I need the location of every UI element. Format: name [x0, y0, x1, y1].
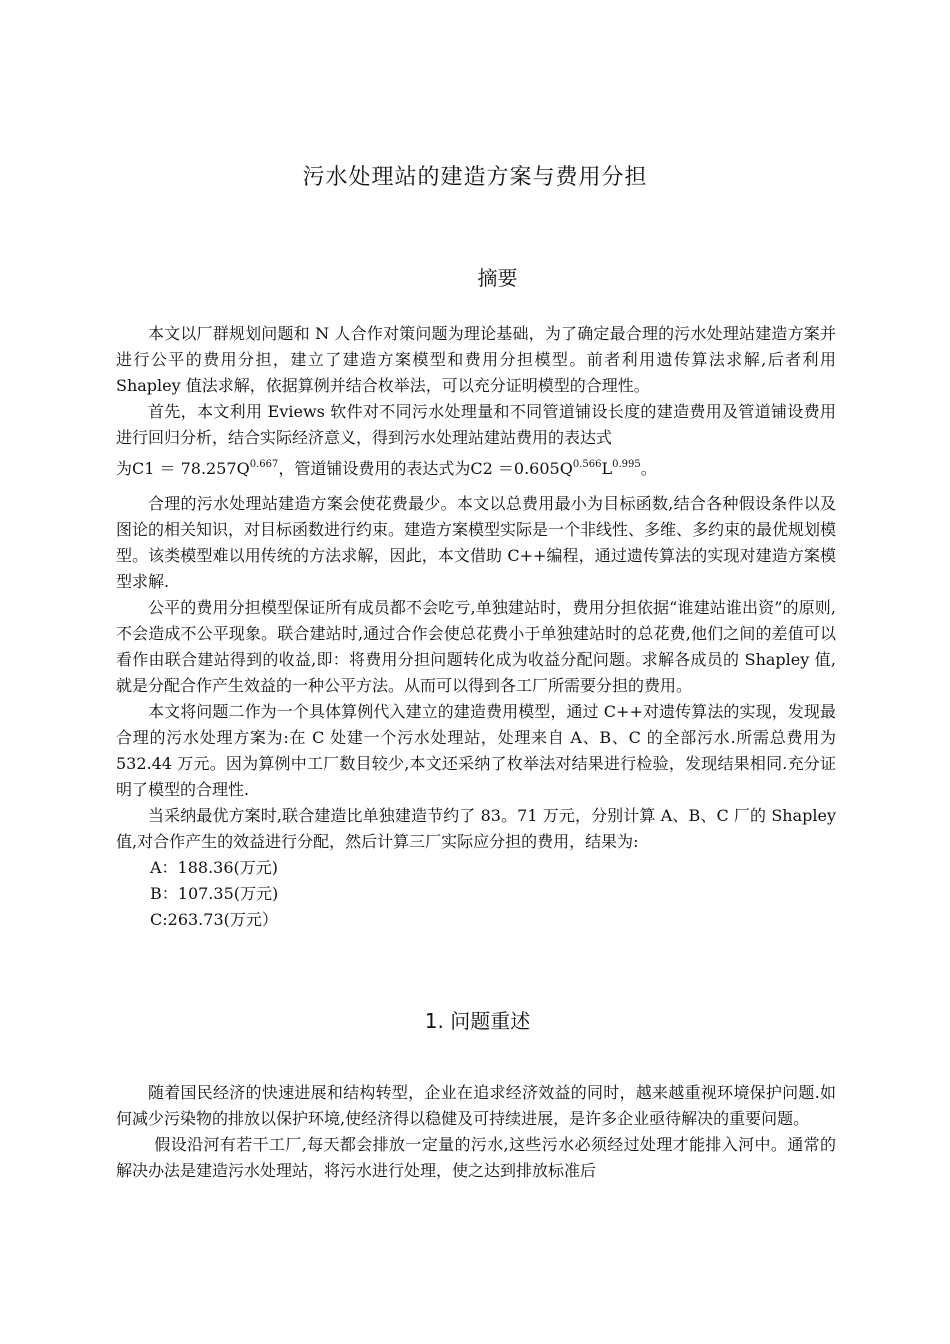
abstract-paragraph-2: 首先，本文利用 Eviews 软件对不同污水处理量和不同管道铺设长度的建造费用及管道铺设费用进行回归分析，结合实际经济意义，得到污水处理站建站费用的表达式 — [116, 402, 836, 447]
abstract-paragraph-4: 公平的费用分担模型保证所有成员都不会吃亏,单独建站时，费用分担依据“谁建站谁出资”的原则,不会造成不公平现象。联合建站时,通过合作会使总花费小于单独建站时的总花费,他们之间的差值可以看作由联合建站得到的收益,即：将费用分担问题转化成为收益分配问题。求解各成员的 Shapley 值,就是分配合作产生效益的一种公平方法。从而可以得到各工厂所需要分担的费用。 — [116, 598, 836, 695]
formula-end: 。 — [640, 459, 657, 478]
result-c: C:263.73(万元） — [150, 910, 278, 929]
section-1-paragraph-1: 随着国民经济的快速进展和结构转型，企业在追求经济效益的同时，越来越重视环境保护问题.如何减少污染物的排放以保护环境,使经济得以稳健及可持续进展，是许多企业亟待解决的重要问题。 — [116, 1083, 836, 1128]
result-b: B：107.35(万元) — [150, 884, 279, 903]
document-title: 污水处理站的建造方案与费用分担 — [302, 165, 648, 190]
result-a: A：188.36(万元) — [150, 858, 279, 877]
abstract-paragraph-3: 合理的污水处理站建造方案会使花费最少。本文以总费用最小为目标函数,结合各种假设条件以及图论的相关知识，对目标函数进行约束。建造方案模型实际是一个非线性、多维、多约束的最优规划模型。该类模型难以用传统的方法求解，因此，本文借助 C++编程，通过遗传算法的实现对建造方案模型求解. — [116, 494, 837, 591]
cost-formula-line — [116, 455, 836, 483]
abstract-paragraph-1: 本文以厂群规划问题和 N 人合作对策问题为理论基础，为了确定最合理的污水处理站建造方案并进行公平的费用分担，建立了建造方案模型和费用分担模型。前者利用遗传算法求解,后者利用 Shapley 值法求解，依据算例并结合枚举法，可以充分证明模型的合理性。 — [116, 324, 836, 395]
formula-c2-l-exponent: 0.995 — [612, 459, 641, 470]
formula-c2: C2 ＝0.605Q — [470, 459, 573, 478]
abstract-body — [116, 321, 836, 933]
formula-c1-exponent: 0.667 — [249, 459, 279, 470]
abstract-paragraph-6: 当采纳最优方案时,联合建造比单独建造节约了 83。71 万元，分别计算 A、B、C 厂的 Shapley 值,对合作产生的效益进行分配，然后计算三厂实际应分担的费用，结果为: — [116, 806, 836, 851]
formula-prefix: 为 — [116, 459, 133, 478]
section-1-paragraph-2: 假设沿河有若干工厂,每天都会排放一定量的污水,这些污水必须经过处理才能排入河中。通常的解决办法是建造污水处理站，将污水进行处理，使之达到排放标准后 — [116, 1135, 836, 1180]
formula-middle-text: ，管道铺设费用的表达式为 — [278, 459, 471, 478]
formula-c2-q-exponent: 0.566 — [572, 459, 602, 470]
abstract-paragraph-5: 本文将问题二作为一个具体算例代入建立的建造费用模型，通过 C++对遗传算法的实现，发现最合理的污水处理方案为:在 C 处建一个污水处理站，处理来自 A、B、C 的全部污水.所需总费用为 532.44 万元。因为算例中工厂数目较少,本文还采纳了枚举法对结果进行检验，发现结果相同.充分证明了模型的合理性. — [116, 702, 836, 799]
section-1-body — [116, 1080, 836, 1184]
formula-c2-l: L — [601, 459, 613, 478]
section-1-heading: 1. 问题重述 — [424, 1009, 531, 1033]
formula-c1: C1 ＝ 78.257Q — [132, 459, 250, 478]
abstract-heading: 摘要 — [477, 266, 518, 290]
